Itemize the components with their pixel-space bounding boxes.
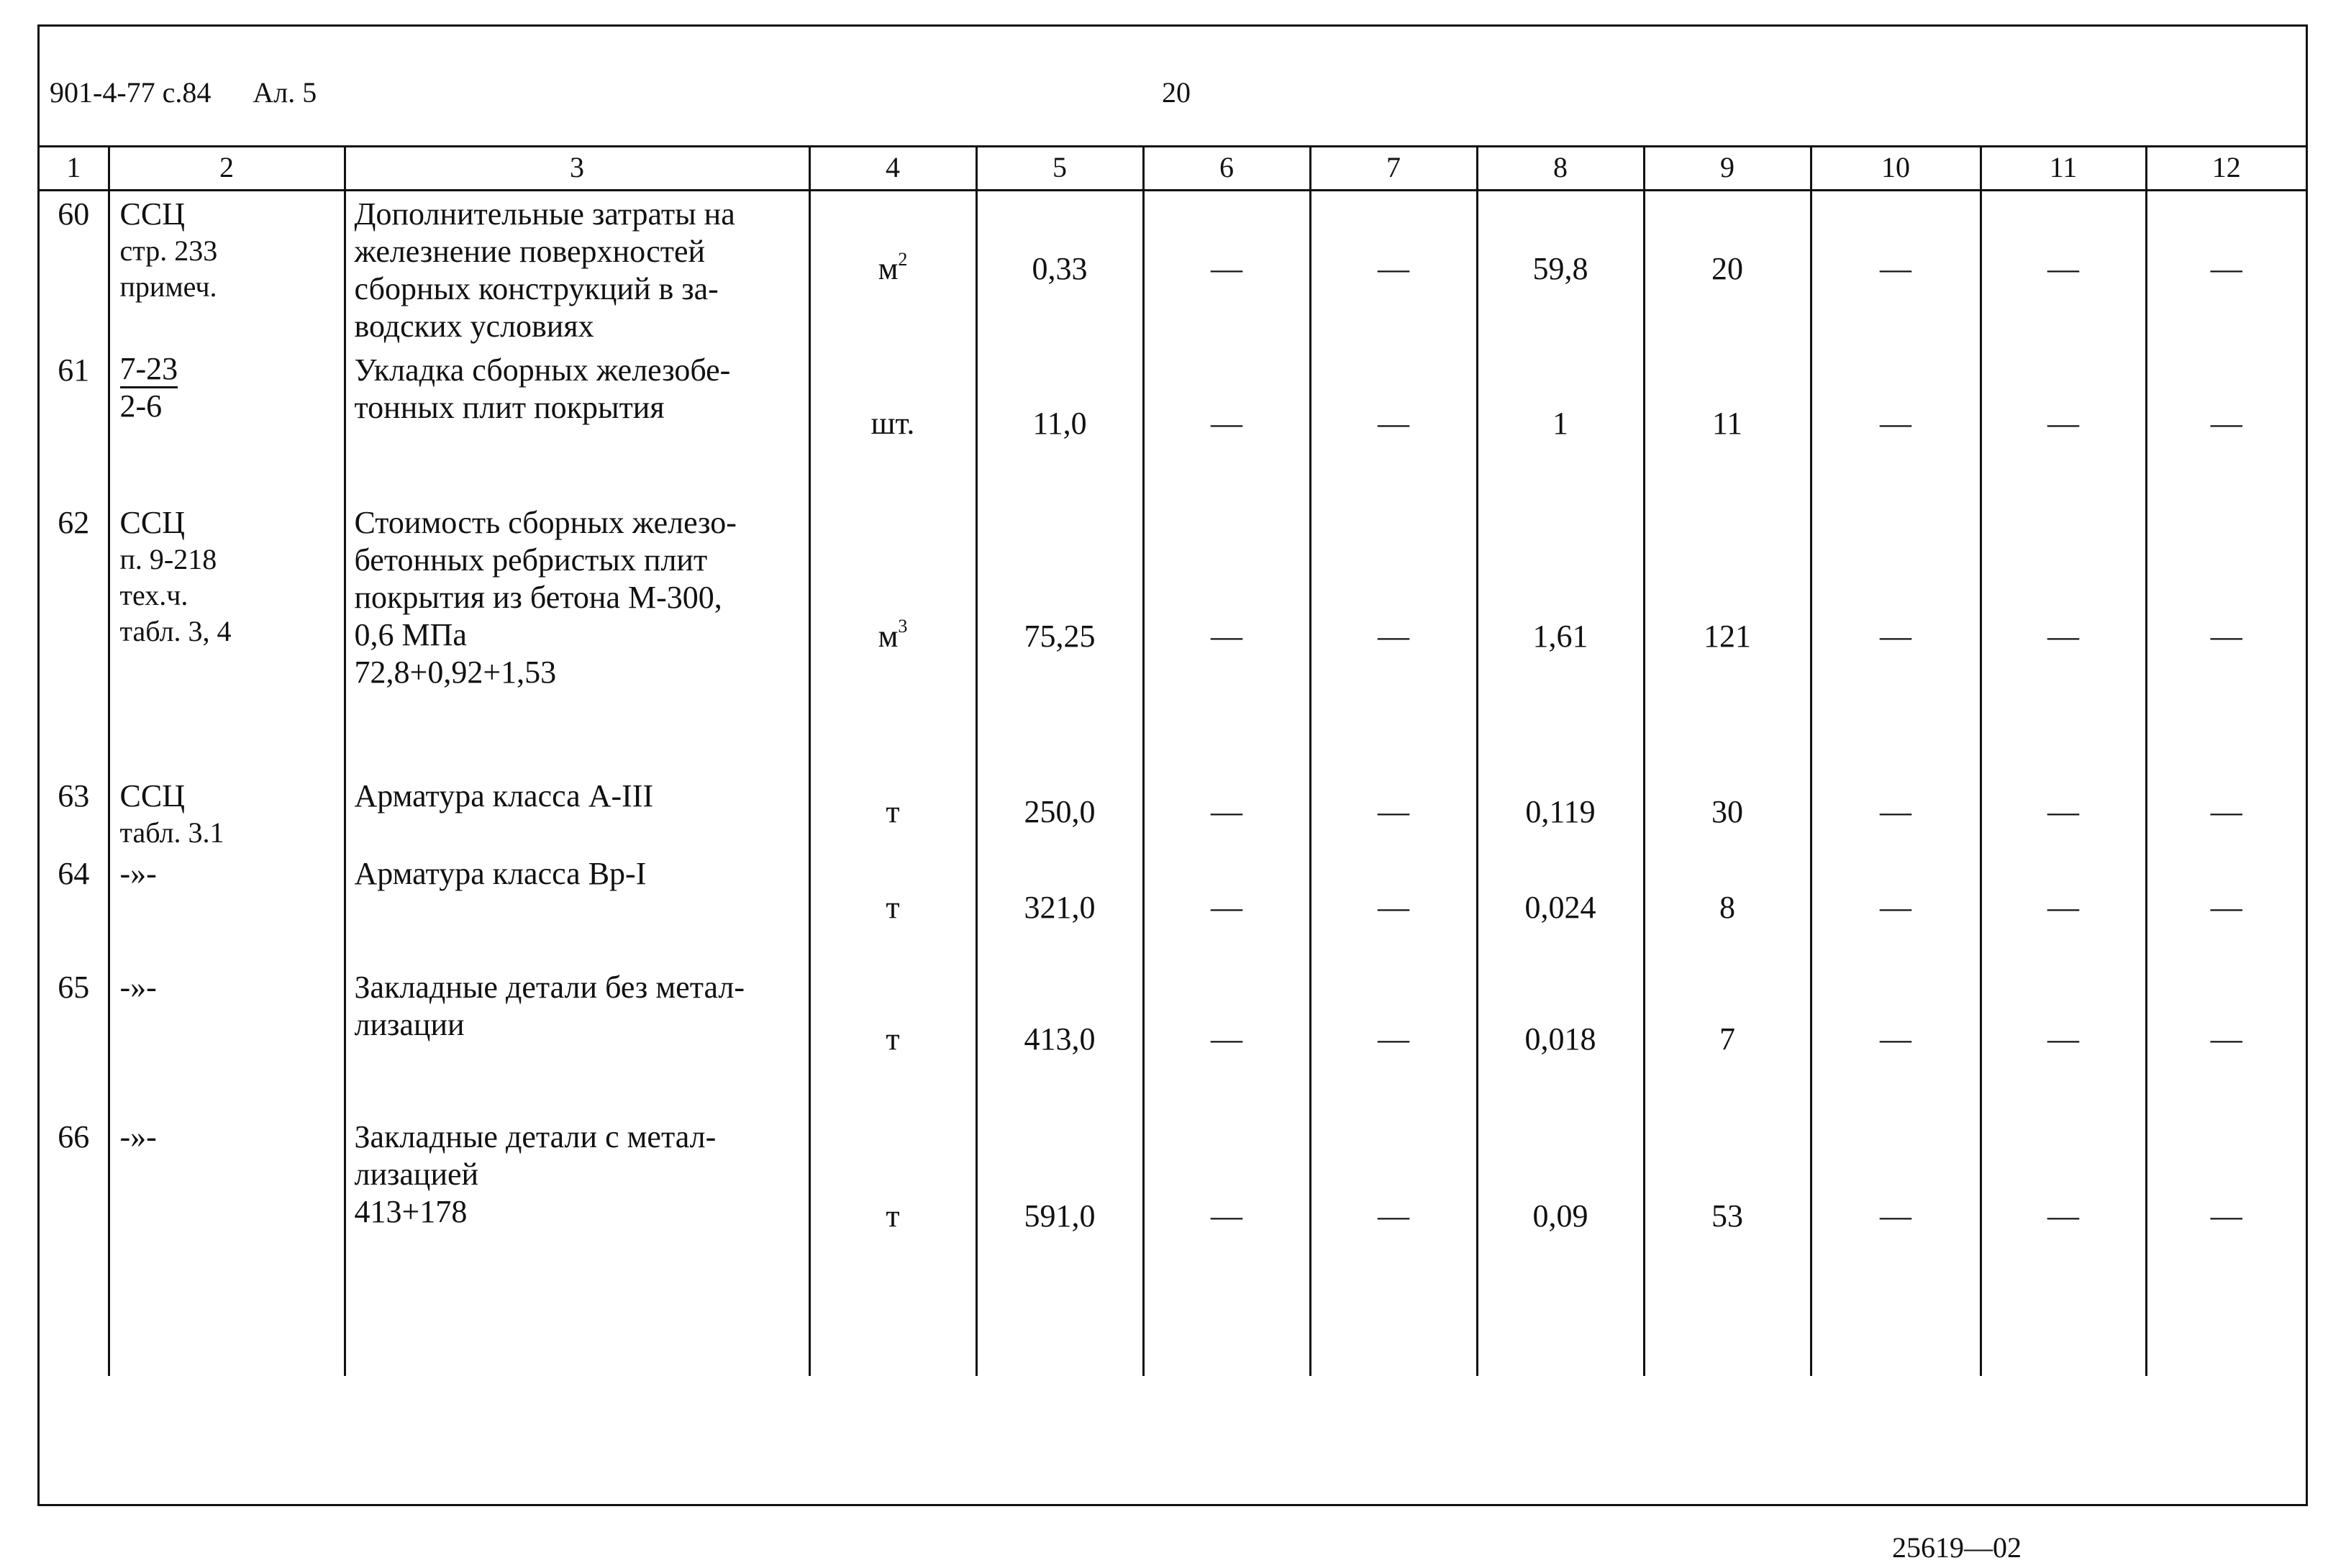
- value-col-8: 59,8: [1477, 191, 1644, 347]
- row-number: 66: [58, 1118, 90, 1154]
- source-detail: стр. 233: [119, 234, 218, 267]
- value-col-5: 413,0: [976, 965, 1143, 1114]
- empty-cell: [1811, 1318, 1981, 1376]
- table-row: [40, 773, 2306, 851]
- description-line: Арматура класса А-III: [354, 778, 654, 813]
- page-number: 20: [1162, 76, 1191, 109]
- empty-cell: [1143, 1318, 1310, 1376]
- work-description: [345, 191, 809, 347]
- estimate-table: [40, 147, 2306, 1376]
- source-reference: [109, 1114, 345, 1318]
- source-main: ССЦ: [119, 196, 185, 232]
- row-number: 61: [58, 352, 90, 388]
- value-col-7: —: [1310, 965, 1477, 1114]
- column-number: 1: [40, 147, 109, 191]
- empty-cell: [1644, 1318, 1811, 1376]
- value-col-8: 0,024: [1477, 851, 1644, 965]
- row-number: 65: [58, 969, 90, 1005]
- value-col-8: 1,61: [1477, 500, 1644, 773]
- description-line: 0,6 МПа: [354, 616, 467, 652]
- table-row: [40, 500, 2306, 773]
- source-main: ССЦ: [119, 778, 185, 813]
- value-col-12: —: [2146, 851, 2306, 965]
- value-col-8: 1: [1477, 347, 1644, 500]
- row-number: 60: [58, 196, 90, 232]
- unit-label: м: [878, 251, 899, 287]
- fraction-numerator: 7-23: [120, 352, 178, 388]
- description-line: Закладные детали с метал-: [354, 1118, 717, 1154]
- value-col-6: —: [1143, 965, 1310, 1114]
- table-row: [40, 965, 2306, 1114]
- value-col-5: 11,0: [976, 347, 1143, 500]
- value-col-5: 75,25: [976, 500, 1143, 773]
- empty-cell: [1981, 1318, 2146, 1376]
- value-col-7: —: [1310, 1114, 1477, 1318]
- footer-code: 25619—02: [1892, 1531, 2022, 1564]
- column-number: 2: [109, 147, 345, 191]
- work-description: [345, 965, 809, 1114]
- value-col-6: —: [1143, 1114, 1310, 1318]
- description-line: Стоимость сборных железо-: [354, 504, 737, 540]
- value-col-11: —: [1981, 191, 2146, 347]
- column-number: 12: [2146, 147, 2306, 191]
- work-description: [345, 851, 809, 965]
- value-col-12: —: [2146, 965, 2306, 1114]
- table-row: [40, 851, 2306, 965]
- value-col-7: —: [1310, 773, 1477, 851]
- value-col-9: 11: [1644, 347, 1811, 500]
- value-col-9: 8: [1644, 851, 1811, 965]
- unit-label: т: [886, 793, 900, 829]
- column-number: 7: [1310, 147, 1477, 191]
- value-col-12: —: [2146, 347, 2306, 500]
- unit-label: т: [886, 889, 900, 925]
- unit-exponent: 2: [898, 248, 908, 270]
- value-col-6: —: [1143, 191, 1310, 347]
- source-main: -»-: [119, 855, 157, 891]
- empty-cell: [1477, 1318, 1644, 1376]
- value-col-9: 30: [1644, 773, 1811, 851]
- calculation-note: 72,8+0,92+1,53: [354, 654, 557, 690]
- value-col-8: 0,09: [1477, 1114, 1644, 1318]
- table-row: [40, 191, 2306, 347]
- sheet-label: Ал. 5: [253, 76, 317, 109]
- value-col-5: 250,0: [976, 773, 1143, 851]
- unit-exponent: 3: [898, 615, 908, 637]
- column-number: 3: [345, 147, 809, 191]
- description-line: Арматура класса Вр-I: [354, 855, 647, 891]
- value-col-9: 121: [1644, 500, 1811, 773]
- description-line: Закладные детали без метал-: [354, 969, 745, 1005]
- empty-cell: [809, 1318, 976, 1376]
- unit-label: т: [886, 1021, 900, 1057]
- source-reference: [109, 773, 345, 851]
- fraction-denominator: 2-6: [119, 388, 163, 424]
- value-col-11: —: [1981, 773, 2146, 851]
- value-col-10: —: [1811, 500, 1981, 773]
- row-number: 62: [58, 504, 90, 540]
- row-number: 63: [58, 778, 90, 813]
- value-col-12: —: [2146, 500, 2306, 773]
- value-col-8: 0,018: [1477, 965, 1644, 1114]
- value-col-9: 7: [1644, 965, 1811, 1114]
- empty-cell: [345, 1318, 809, 1376]
- source-detail: п. 9-218: [119, 542, 217, 575]
- value-col-9: 20: [1644, 191, 1811, 347]
- column-number: 11: [1981, 147, 2146, 191]
- description-line: Дополнительные затраты на: [354, 196, 735, 232]
- source-reference: [109, 347, 345, 500]
- description-line: водских условиях: [354, 309, 594, 344]
- description-line: Укладка сборных железобе-: [354, 352, 731, 388]
- column-number: 10: [1811, 147, 1981, 191]
- unit-label: м: [878, 618, 899, 654]
- description-line: бетонных ребристых плит: [354, 542, 708, 578]
- unit-cell: [809, 773, 976, 851]
- empty-cell: [40, 1318, 109, 1376]
- document-sheet: [37, 24, 2308, 1506]
- work-description: [345, 1114, 809, 1318]
- unit-cell: [809, 347, 976, 500]
- source-detail: табл. 3.1: [119, 816, 224, 849]
- value-col-11: —: [1981, 500, 2146, 773]
- column-number: 5: [976, 147, 1143, 191]
- value-col-7: —: [1310, 500, 1477, 773]
- value-col-11: —: [1981, 851, 2146, 965]
- empty-cell: [109, 1318, 345, 1376]
- value-col-11: —: [1981, 965, 2146, 1114]
- unit-cell: [809, 851, 976, 965]
- unit-cell: [809, 191, 976, 347]
- value-col-10: —: [1811, 1114, 1981, 1318]
- calculation-note: 413+178: [354, 1193, 468, 1229]
- value-col-10: —: [1811, 965, 1981, 1114]
- value-col-7: —: [1310, 347, 1477, 500]
- unit-label: т: [886, 1198, 900, 1234]
- description-line: покрытия из бетона М-300,: [354, 579, 722, 615]
- row-number: 64: [58, 855, 90, 891]
- value-col-5: 591,0: [976, 1114, 1143, 1318]
- work-description: [345, 773, 809, 851]
- value-col-12: —: [2146, 191, 2306, 347]
- value-col-6: —: [1143, 347, 1310, 500]
- unit-cell: [809, 500, 976, 773]
- source-reference: [109, 965, 345, 1114]
- description-line: сборных конструкций в за-: [354, 271, 719, 306]
- table-row: [40, 1114, 2306, 1318]
- column-number: 8: [1477, 147, 1644, 191]
- source-main: -»-: [119, 969, 157, 1005]
- value-col-11: —: [1981, 347, 2146, 500]
- source-detail: тех.ч.: [119, 578, 188, 611]
- unit-cell: [809, 1114, 976, 1318]
- description-line: тонных плит покрытия: [354, 389, 665, 425]
- document-code-block: [50, 76, 317, 109]
- column-number: 9: [1644, 147, 1811, 191]
- value-col-8: 0,119: [1477, 773, 1644, 851]
- column-number-row: [40, 147, 2306, 191]
- source-fraction: [120, 352, 178, 424]
- table-filler-row: [40, 1318, 2306, 1376]
- value-col-6: —: [1143, 851, 1310, 965]
- unit-label: шт.: [870, 405, 915, 441]
- source-reference: [109, 191, 345, 347]
- value-col-9: 53: [1644, 1114, 1811, 1318]
- empty-cell: [1310, 1318, 1477, 1376]
- empty-cell: [2146, 1318, 2306, 1376]
- value-col-11: —: [1981, 1114, 2146, 1318]
- value-col-7: —: [1310, 851, 1477, 965]
- table-row: [40, 347, 2306, 500]
- value-col-12: —: [2146, 1114, 2306, 1318]
- description-line: лизации: [354, 1006, 465, 1042]
- value-col-10: —: [1811, 347, 1981, 500]
- work-description: [345, 500, 809, 773]
- source-main: -»-: [119, 1118, 157, 1154]
- value-col-12: —: [2146, 773, 2306, 851]
- column-number: 4: [809, 147, 976, 191]
- title-band: [40, 27, 2306, 147]
- work-description: [345, 347, 809, 500]
- source-reference: [109, 500, 345, 773]
- value-col-6: —: [1143, 773, 1310, 851]
- value-col-10: —: [1811, 191, 1981, 347]
- source-main: ССЦ: [119, 504, 185, 540]
- empty-cell: [976, 1318, 1143, 1376]
- source-reference: [109, 851, 345, 965]
- column-number: 6: [1143, 147, 1310, 191]
- value-col-10: —: [1811, 851, 1981, 965]
- source-detail: табл. 3, 4: [119, 614, 232, 647]
- document-code: 901-4-77 с.84: [50, 76, 212, 109]
- value-col-6: —: [1143, 500, 1310, 773]
- unit-cell: [809, 965, 976, 1114]
- source-detail: примеч.: [119, 270, 217, 303]
- description-line: лизацией: [354, 1156, 479, 1192]
- value-col-7: —: [1310, 191, 1477, 347]
- value-col-10: —: [1811, 773, 1981, 851]
- value-col-5: 0,33: [976, 191, 1143, 347]
- value-col-5: 321,0: [976, 851, 1143, 965]
- description-line: железнение поверхностей: [354, 234, 706, 269]
